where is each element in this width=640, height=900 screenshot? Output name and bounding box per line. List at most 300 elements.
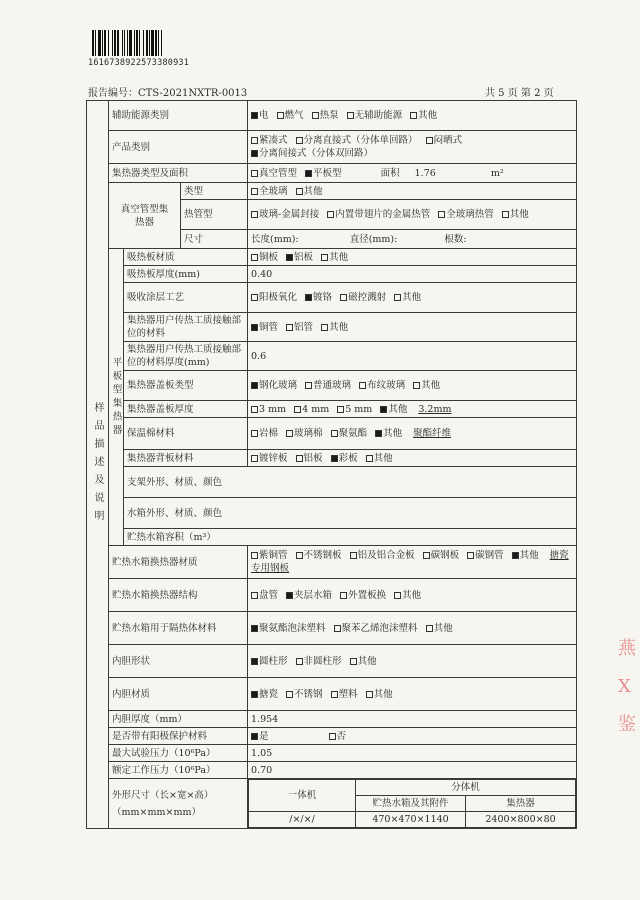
unchecked-box-icon xyxy=(305,382,312,389)
option-item xyxy=(327,208,430,221)
option-item xyxy=(305,291,332,304)
unchecked-box-icon xyxy=(331,430,338,437)
unchecked-box-icon xyxy=(321,324,328,331)
unchecked-box-icon xyxy=(394,592,401,599)
barcode-bar xyxy=(129,30,132,56)
unchecked-box-icon xyxy=(366,691,373,698)
option-label: 其他 xyxy=(519,550,539,561)
option-label: 其他 xyxy=(373,452,393,464)
label-tank-volume: 贮热水箱容积（m³） xyxy=(124,529,577,546)
tank-dim-value: 470×470×1140 xyxy=(356,812,466,828)
option-item xyxy=(337,403,372,416)
option-label: 其他 xyxy=(421,380,441,391)
label-liner-thickness: 内胆厚度（mm） xyxy=(109,711,248,728)
barcode-bar xyxy=(98,30,101,56)
barcode-bar xyxy=(136,30,138,56)
checked-box-icon xyxy=(251,658,258,665)
option-label: 3 mm xyxy=(259,403,287,415)
collector-type-options xyxy=(251,168,350,179)
row-coating xyxy=(87,283,577,313)
option-item xyxy=(413,379,440,392)
option-item xyxy=(331,427,368,440)
section-left-label: 样品描述及说明 xyxy=(87,101,109,829)
label-size: 尺寸 xyxy=(181,230,248,249)
insulation-other: 聚酯纤维 xyxy=(413,428,452,439)
unchecked-box-icon xyxy=(337,406,344,413)
option-label: 紧凑式 xyxy=(259,135,288,146)
option-item xyxy=(423,549,460,562)
option-item xyxy=(251,452,288,465)
option-item xyxy=(251,379,297,392)
row-work-pressure xyxy=(87,762,577,779)
label-insulation: 保温棉材料 xyxy=(124,418,248,450)
unchecked-box-icon xyxy=(251,592,258,599)
unchecked-box-icon xyxy=(350,658,357,665)
checked-box-icon xyxy=(251,733,258,740)
barcode-bar xyxy=(134,30,135,56)
row-dimensions xyxy=(87,779,577,829)
option-item xyxy=(375,427,402,440)
row-absorber-thickness xyxy=(87,266,577,283)
checked-box-icon xyxy=(512,552,519,559)
barcode-bar xyxy=(122,30,123,56)
row-aux-energy xyxy=(87,101,577,131)
option-label: 其他 xyxy=(357,655,377,667)
barcode xyxy=(92,30,192,56)
unchecked-box-icon xyxy=(294,406,301,413)
label-hx-structure: 贮热水箱换热器结构 xyxy=(109,579,248,612)
option-item xyxy=(502,208,529,221)
integrated-value: /×/×/ xyxy=(249,812,356,828)
option-item xyxy=(251,589,278,602)
label-cover-type: 集热器盖板类型 xyxy=(124,371,248,401)
label-aux-energy: 辅助能源类别 xyxy=(109,101,248,131)
max-pressure-value: 1.05 xyxy=(248,745,577,762)
row-back-plate xyxy=(87,450,577,467)
row-tank-volume xyxy=(87,529,577,546)
cover-thickness-cell xyxy=(248,401,577,418)
unchecked-box-icon xyxy=(296,455,303,462)
page-number: 共 5 页 第 2 页 xyxy=(485,88,554,99)
vac-type-options xyxy=(248,183,577,200)
liner-material-options xyxy=(248,678,577,711)
unchecked-box-icon xyxy=(347,112,354,119)
cover-thickness-other: 3.2mm xyxy=(418,403,452,415)
back-plate-options xyxy=(248,450,577,467)
option-label: 其他 xyxy=(329,321,349,333)
option-item xyxy=(296,452,323,465)
option-label: 钢化玻璃 xyxy=(259,380,298,391)
option-label: 岩棉 xyxy=(259,428,279,439)
option-item xyxy=(331,688,358,701)
row-tank xyxy=(87,498,577,529)
option-item xyxy=(251,109,269,122)
option-label: 电 xyxy=(259,110,269,121)
row-cover-type xyxy=(87,371,577,401)
checked-box-icon xyxy=(251,324,258,331)
option-label: 燃气 xyxy=(284,110,304,121)
label-pipe-thickness: 集热器用户传热工质接触部位的材料厚度(mm) xyxy=(124,342,248,371)
row-tank-insulation xyxy=(87,612,577,645)
barcode-bar xyxy=(102,30,103,56)
diameter-label: 直径(mm): xyxy=(349,233,398,245)
report-number: 报告编号：CTS-2021NXTR-0013 xyxy=(88,88,248,99)
option-label: 内置带翅片的金属热管 xyxy=(335,209,431,220)
unchecked-box-icon xyxy=(251,254,258,261)
row-hx-material xyxy=(87,546,577,579)
coating-options xyxy=(248,283,577,313)
hx-material-other: 搪瓷专用钢板 xyxy=(251,550,569,574)
unchecked-box-icon xyxy=(296,552,303,559)
row-liner-material xyxy=(87,678,577,711)
row-liner-thickness xyxy=(87,711,577,728)
label-cover-thickness: 集热器盖板厚度 xyxy=(124,401,248,418)
option-label: 分离直接式（分体单回路） xyxy=(303,135,418,146)
label-tank-insulation: 贮热水箱用于隔热体材料 xyxy=(109,612,248,645)
barcode-bar xyxy=(92,30,94,56)
option-item xyxy=(251,321,278,334)
row-liner-shape xyxy=(87,645,577,678)
label-tank: 水箱外形、材质、颜色 xyxy=(124,498,577,529)
option-item xyxy=(512,549,539,562)
unchecked-box-icon xyxy=(366,455,373,462)
option-item xyxy=(251,730,269,743)
option-item xyxy=(286,251,313,264)
option-label: 分离间接式（分体双回路） xyxy=(259,148,374,159)
option-item xyxy=(329,730,347,743)
option-item xyxy=(296,134,418,147)
product-options xyxy=(248,131,577,164)
unchecked-box-icon xyxy=(334,625,341,632)
length-label: 长度(mm): xyxy=(251,233,299,245)
option-item xyxy=(251,688,278,701)
insulation-cell xyxy=(248,418,577,450)
option-item xyxy=(350,655,377,668)
label-absorber-thickness: 吸热板厚度(mm) xyxy=(124,266,248,283)
absorber-material-options xyxy=(248,249,577,266)
option-label: 碳钢板 xyxy=(430,550,460,561)
unchecked-box-icon xyxy=(251,455,258,462)
option-item xyxy=(366,688,393,701)
unchecked-box-icon xyxy=(340,294,347,301)
dimensions-label: 外形尺寸（长×宽×高） xyxy=(112,789,214,801)
option-label: 其他 xyxy=(509,209,529,220)
option-label: 铝板 xyxy=(294,251,314,263)
option-item xyxy=(410,109,437,122)
option-item xyxy=(467,549,504,562)
anode-options xyxy=(248,728,577,745)
row-pipe-thickness xyxy=(87,342,577,371)
row-collector-type xyxy=(87,164,577,183)
option-item xyxy=(251,655,288,668)
label-product: 产品类别 xyxy=(109,131,248,164)
option-item xyxy=(340,589,386,602)
option-label: 铜管 xyxy=(259,321,279,333)
unchecked-box-icon xyxy=(277,112,284,119)
option-label: 圆柱形 xyxy=(259,655,288,667)
option-item xyxy=(277,109,304,122)
pipe-thickness-value: 0.6 xyxy=(248,342,577,371)
unchecked-box-icon xyxy=(251,294,258,301)
checked-box-icon xyxy=(305,170,312,177)
barcode-bar xyxy=(149,30,150,56)
unchecked-box-icon xyxy=(329,733,336,740)
option-item xyxy=(321,251,348,264)
option-item xyxy=(286,589,332,602)
unchecked-box-icon xyxy=(394,294,401,301)
option-item xyxy=(321,321,348,334)
option-label: 其他 xyxy=(402,292,422,303)
option-label: 其他 xyxy=(303,185,323,197)
option-item xyxy=(294,403,329,416)
option-item xyxy=(331,452,358,465)
count-label: 根数: xyxy=(444,233,467,245)
option-item xyxy=(305,167,342,180)
option-label: 是 xyxy=(259,730,269,742)
option-label: 其他 xyxy=(388,403,408,415)
option-item xyxy=(251,147,373,160)
barcode-bar xyxy=(158,30,159,56)
option-label: 其他 xyxy=(402,589,422,601)
dimensions-cell xyxy=(248,779,577,829)
label-work-pressure: 额定工作压力（10⁶Pa） xyxy=(109,762,248,779)
unchecked-box-icon xyxy=(359,382,366,389)
option-label: 闷晒式 xyxy=(433,135,463,146)
row-anode xyxy=(87,728,577,745)
work-pressure-value: 0.70 xyxy=(248,762,577,779)
tank-insulation-options xyxy=(248,612,577,645)
row-bracket xyxy=(87,467,577,498)
label-anode: 是否带有阳极保护材料 xyxy=(109,728,248,745)
option-label: 碳钢管 xyxy=(475,550,504,561)
checked-box-icon xyxy=(305,294,312,301)
barcode-bar xyxy=(95,30,96,56)
option-item xyxy=(312,109,339,122)
option-label: 不锈钢 xyxy=(294,688,323,700)
option-item xyxy=(334,622,418,635)
unchecked-box-icon xyxy=(413,382,420,389)
unchecked-box-icon xyxy=(251,211,258,218)
barcode-bar xyxy=(143,30,144,56)
option-label: 否 xyxy=(336,730,347,742)
option-label: 阳极氧化 xyxy=(259,292,298,303)
barcode-bar xyxy=(104,30,106,56)
label-coating: 吸收涂层工艺 xyxy=(124,283,248,313)
tank-col-label: 贮热水箱及其附件 xyxy=(356,796,466,812)
option-label: 其他 xyxy=(329,251,349,263)
collector-dim-value: 2400×800×80 xyxy=(466,812,576,828)
option-label: 聚氨酯泡沫塑料 xyxy=(259,622,326,634)
option-label: 5 mm xyxy=(345,403,373,415)
unchecked-box-icon xyxy=(296,658,303,665)
unchecked-box-icon xyxy=(331,691,338,698)
option-label: 塑料 xyxy=(338,688,358,700)
red-stamp-mark xyxy=(618,630,640,740)
barcode-bar xyxy=(146,30,148,56)
barcode-bar xyxy=(108,30,109,56)
hx-material-options xyxy=(251,550,547,561)
barcode-bar xyxy=(155,30,157,56)
option-label: 玻璃棉 xyxy=(294,428,323,439)
option-item xyxy=(366,452,393,465)
barcode-bar xyxy=(161,30,162,56)
unchecked-box-icon xyxy=(286,324,293,331)
option-item xyxy=(380,403,407,416)
unchecked-box-icon xyxy=(251,552,258,559)
option-item xyxy=(296,655,342,668)
unchecked-box-icon xyxy=(423,552,430,559)
checked-box-icon xyxy=(286,254,293,261)
option-item xyxy=(305,379,351,392)
stamp-glyph: X xyxy=(618,676,631,697)
row-vac-type xyxy=(87,183,577,200)
option-item xyxy=(394,589,421,602)
flat-section-label: 平板型集热器 xyxy=(109,249,124,546)
option-item xyxy=(251,403,286,416)
row-product xyxy=(87,131,577,164)
option-label: 外置板换 xyxy=(348,589,387,601)
unchecked-box-icon xyxy=(286,430,293,437)
row-absorber-material xyxy=(87,249,577,266)
option-label: 其他 xyxy=(373,688,393,700)
option-item xyxy=(251,208,319,221)
label-absorber-material: 吸热板材质 xyxy=(124,249,248,266)
pipe-material-options xyxy=(248,313,577,342)
unchecked-box-icon xyxy=(426,625,433,632)
option-label: 镀锌板 xyxy=(259,452,288,464)
option-label: 聚苯乙烯泡沫塑料 xyxy=(341,622,418,634)
option-label: 4 mm xyxy=(302,403,330,415)
label-max-pressure: 最大试验压力（10⁶Pa） xyxy=(109,745,248,762)
row-hx-structure xyxy=(87,579,577,612)
area-unit: m² xyxy=(490,167,504,179)
unchecked-box-icon xyxy=(438,211,445,218)
unchecked-box-icon xyxy=(296,188,303,195)
option-item xyxy=(347,109,403,122)
area-label: 面积 xyxy=(380,167,400,179)
aux-energy-options xyxy=(248,101,577,131)
option-label: 铝板 xyxy=(303,452,323,464)
barcode-bar xyxy=(117,30,119,56)
stamp-glyph: 鉴 xyxy=(618,714,636,735)
unchecked-box-icon xyxy=(251,406,258,413)
label-heat-pipe: 热管型 xyxy=(181,200,248,230)
option-label: 盘管 xyxy=(259,589,279,601)
option-label: 磁控溅射 xyxy=(348,292,387,303)
option-item xyxy=(394,291,421,304)
collector-type-cell xyxy=(248,164,577,183)
row-insulation xyxy=(87,418,577,450)
unchecked-box-icon xyxy=(296,137,303,144)
option-label: 其他 xyxy=(418,110,438,121)
absorber-thickness-value: 0.40 xyxy=(248,266,577,283)
label-vac-type: 类型 xyxy=(181,183,248,200)
unchecked-box-icon xyxy=(321,254,328,261)
option-label: 全玻璃热管 xyxy=(446,209,494,220)
label-back-plate: 集热器背板材料 xyxy=(124,450,248,467)
option-item xyxy=(286,427,323,440)
heat-pipe-options xyxy=(248,200,577,230)
option-label: 布纹玻璃 xyxy=(367,380,406,391)
checked-box-icon xyxy=(251,625,258,632)
label-bracket: 支架外形、材质、颜色 xyxy=(124,467,577,498)
checked-box-icon xyxy=(380,406,387,413)
unchecked-box-icon xyxy=(251,188,258,195)
option-item xyxy=(251,251,278,264)
label-collector-type: 集热器类型及面积 xyxy=(109,164,248,183)
option-item xyxy=(251,134,288,147)
option-label: 彩板 xyxy=(338,452,358,464)
option-label: 铝及铝合金板 xyxy=(357,550,415,561)
barcode-bar xyxy=(127,30,128,56)
label-pipe-material: 集热器用户传热工质接触部位的材料 xyxy=(124,313,248,342)
option-label: 聚氨酯 xyxy=(338,428,368,439)
unchecked-box-icon xyxy=(251,170,258,177)
barcode-bar xyxy=(139,30,140,56)
unchecked-box-icon xyxy=(340,592,347,599)
label-hx-material: 贮热水箱换热器材质 xyxy=(109,546,248,579)
option-item xyxy=(286,688,323,701)
liner-shape-options xyxy=(248,645,577,678)
option-item xyxy=(296,549,342,562)
option-label: 紫铜管 xyxy=(259,550,288,561)
option-label: 搪瓷 xyxy=(259,688,279,700)
unchecked-box-icon xyxy=(251,430,258,437)
cover-type-options xyxy=(248,371,577,401)
checked-box-icon xyxy=(251,150,258,157)
option-label: 全玻璃 xyxy=(259,185,288,197)
option-item xyxy=(251,622,326,635)
option-label: 不锈钢板 xyxy=(303,550,342,561)
option-label: 铝管 xyxy=(294,321,314,333)
option-label: 非圆柱形 xyxy=(303,655,342,667)
option-label: 其他 xyxy=(383,428,403,439)
option-item xyxy=(426,622,453,635)
label-liner-shape: 内胆形状 xyxy=(109,645,248,678)
hx-material-cell xyxy=(248,546,577,579)
option-item xyxy=(251,185,288,198)
option-item xyxy=(286,321,313,334)
unchecked-box-icon xyxy=(251,137,258,144)
option-label: 真空管型 xyxy=(259,167,298,179)
checked-box-icon xyxy=(251,691,258,698)
dimensions-unit: （mm×mm×mm） xyxy=(112,806,201,818)
cover-thickness-options xyxy=(251,404,415,415)
option-label: 玻璃-金属封接 xyxy=(259,209,320,220)
option-label: 普通玻璃 xyxy=(313,380,352,391)
stamp-glyph: 燕 xyxy=(618,638,636,659)
option-item xyxy=(296,185,323,198)
checked-box-icon xyxy=(286,592,293,599)
liner-thickness-value: 1.954 xyxy=(248,711,577,728)
barcode-number: 1616738922573380931 xyxy=(88,58,190,68)
barcode-bar xyxy=(151,30,154,56)
unchecked-box-icon xyxy=(327,211,334,218)
barcode-bar xyxy=(114,30,116,56)
checked-box-icon xyxy=(331,455,338,462)
unchecked-box-icon xyxy=(350,552,357,559)
option-label: 无辅助能源 xyxy=(354,110,403,121)
unchecked-box-icon xyxy=(426,137,433,144)
option-label: 热泵 xyxy=(319,110,339,121)
option-item xyxy=(251,549,288,562)
checked-box-icon xyxy=(375,430,382,437)
unchecked-box-icon xyxy=(467,552,474,559)
unchecked-box-icon xyxy=(286,691,293,698)
sample-description-table xyxy=(86,100,577,829)
size-values xyxy=(248,230,577,249)
option-item xyxy=(340,291,386,304)
